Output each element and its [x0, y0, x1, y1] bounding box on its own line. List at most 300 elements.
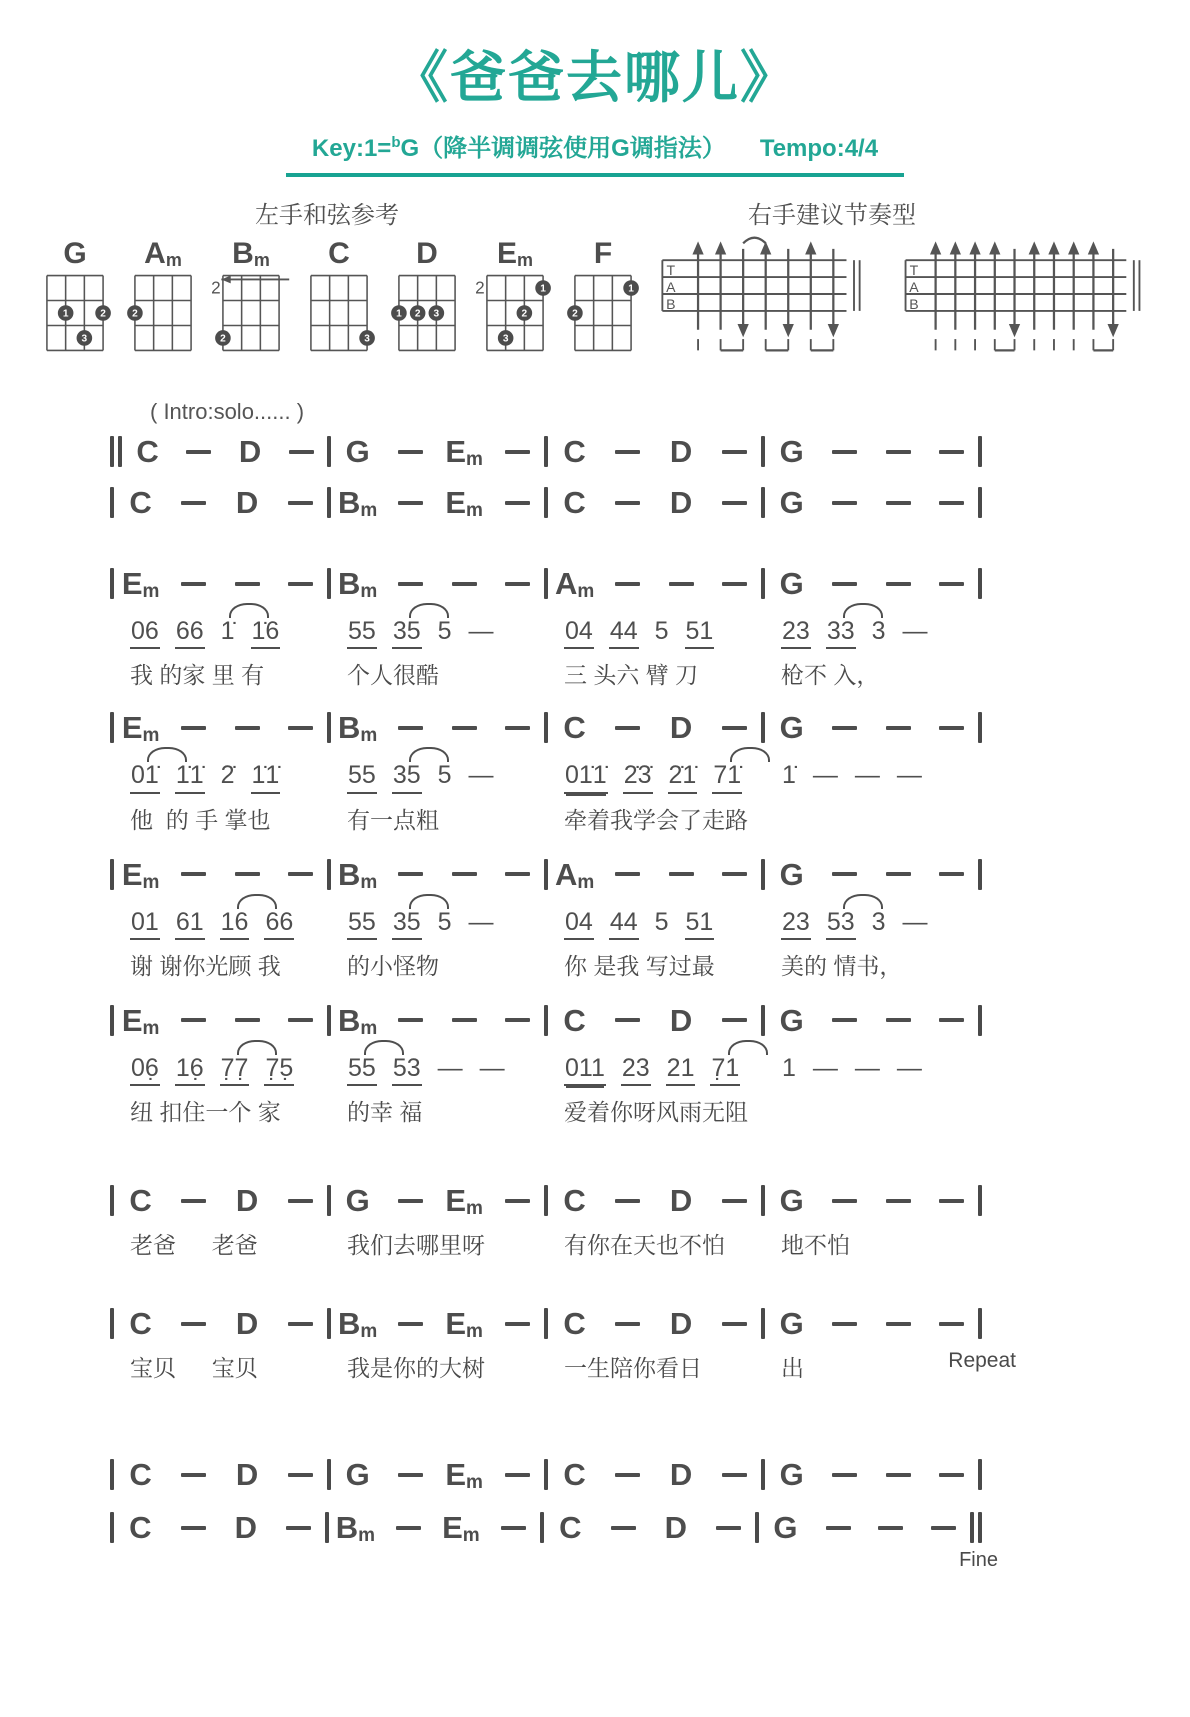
measure: [544, 709, 761, 831]
svg-text:2: 2: [132, 308, 138, 320]
note-token: 01̇1̇: [564, 762, 608, 793]
chord-symbol-c: C: [129, 1510, 152, 1545]
chord-symbol-bm: Bm: [337, 485, 378, 521]
chord-dash: [398, 501, 423, 505]
measure-body: [765, 1305, 978, 1380]
chord-row: [331, 565, 544, 602]
chord-dash: [181, 1526, 206, 1530]
chord-name-sub: m: [165, 250, 182, 270]
chord-row: [548, 1305, 761, 1342]
chord-dash: [669, 582, 694, 586]
note-token: 5: [437, 907, 452, 936]
chord-dash: [398, 1322, 423, 1326]
note-token: 35: [392, 618, 422, 649]
chord-name-sub: m: [517, 250, 534, 270]
chord-dash: [398, 1473, 423, 1477]
jianpu-notes: [347, 618, 544, 649]
svg-text:1: 1: [396, 308, 402, 320]
chord-row: [114, 1305, 327, 1342]
chord-line-intro-b: [110, 484, 982, 521]
barline: [978, 1005, 982, 1124]
measure: [327, 709, 544, 831]
jianpu-notes: [564, 618, 761, 649]
chord-symbol-g: G: [779, 856, 804, 892]
measure-body: [331, 484, 544, 521]
chord-dash: [505, 1322, 530, 1326]
chord-diagram-f: [564, 236, 642, 359]
barline: [970, 1512, 982, 1546]
chord-row: [765, 1182, 978, 1219]
chord-dash: [722, 1018, 747, 1022]
note-token: 1̇1̇: [175, 762, 205, 793]
lyric-text: 三 头六 臂 刀: [564, 662, 699, 689]
chord-dash: [181, 582, 206, 586]
chord-dash: [939, 726, 964, 730]
tie-arc: [843, 603, 883, 618]
note-token: 2̇3̇: [623, 762, 653, 793]
chord-dash: [505, 501, 530, 505]
chord-line-verse-3: [110, 856, 982, 978]
measure: [325, 1509, 540, 1546]
chord-dash: [235, 582, 260, 586]
svg-text:A: A: [666, 279, 676, 296]
chord-row: [331, 484, 544, 521]
measure: [761, 709, 978, 831]
chord-row: [114, 1509, 325, 1546]
note-token: —: [812, 1053, 838, 1082]
lyric-text: 他 的 手 掌也: [130, 806, 271, 833]
chord-minor-sub: m: [360, 500, 378, 521]
barline: [978, 487, 982, 521]
header-divider: [286, 173, 904, 177]
measure: [110, 856, 327, 978]
tie-arc: [409, 894, 449, 909]
note-token: 1: [782, 1053, 796, 1082]
measure-body: [114, 484, 327, 521]
measure-body: [765, 1456, 978, 1493]
chord-dash: [832, 726, 857, 730]
chord-dash: [832, 1199, 857, 1203]
tie-arc: [409, 747, 449, 762]
chord-symbol-bm: Bm: [337, 856, 378, 893]
chord-dash: [505, 1199, 530, 1203]
chord-line-intro-a: [110, 433, 982, 470]
note-token: —: [812, 761, 838, 790]
chord-row: [759, 1509, 970, 1546]
note-token: 06̣: [130, 1055, 160, 1086]
measure: [544, 856, 761, 978]
note-token: —: [468, 907, 494, 936]
chord-dash: [235, 872, 260, 876]
chord-dash: [722, 1473, 747, 1477]
chord-dash: [181, 1322, 206, 1326]
chord-symbol-g: G: [779, 1306, 804, 1341]
measure: [110, 484, 327, 521]
chord-row: [765, 484, 978, 521]
chord-dash: [235, 1018, 260, 1022]
measure: [110, 1182, 327, 1257]
chord-symbol-d: D: [669, 710, 693, 746]
chord-symbol-bm: Bm: [337, 1002, 378, 1039]
jianpu-notes: [781, 618, 978, 649]
measure-body: [548, 565, 761, 687]
side-label-fine: Fine: [959, 1549, 998, 1571]
chord-symbol-g: G: [345, 434, 370, 469]
bar-glyph: [978, 568, 982, 599]
chord-minor-sub: m: [360, 1017, 378, 1039]
chord-dash: [501, 1526, 526, 1530]
barline: [978, 859, 982, 978]
note-token: 06: [130, 618, 160, 649]
measure-body: [548, 709, 761, 831]
chord-symbol-g: G: [779, 710, 804, 746]
fretboard-grid-icon: [124, 272, 202, 354]
chord-symbol-am: Am: [554, 856, 595, 893]
chord-dash: [181, 1199, 206, 1203]
svg-text:3: 3: [81, 333, 88, 345]
chord-minor-sub: m: [577, 871, 595, 893]
note-token: —: [896, 761, 922, 790]
chord-row: [548, 709, 761, 746]
chord-dash: [505, 1473, 530, 1477]
chord-row: [765, 1456, 978, 1493]
note-token: 66: [264, 909, 294, 940]
chord-symbol-em: Em: [121, 1002, 160, 1039]
svg-text:T: T: [666, 262, 676, 279]
note-token: 5: [654, 617, 669, 645]
chord-dash: [832, 1473, 857, 1477]
measure-body: [329, 1509, 540, 1546]
bar-glyph: [978, 487, 982, 518]
bar-glyph: [978, 859, 982, 890]
fretboard-grid-icon: [300, 272, 378, 354]
bar-glyph: [978, 1005, 982, 1036]
chord-symbol-g: G: [779, 566, 804, 601]
note-token: —: [468, 617, 494, 645]
svg-text:3: 3: [502, 333, 509, 345]
chord-dash: [886, 501, 911, 505]
chord-minor-sub: m: [142, 725, 160, 747]
chord-dash: [288, 1473, 313, 1477]
measure: [327, 1182, 544, 1257]
chord-symbol-g: G: [345, 1457, 370, 1492]
note-token: 1̇: [782, 761, 796, 790]
measure-body: [765, 433, 978, 470]
chord-dash: [615, 1322, 640, 1326]
measure-body: [765, 709, 978, 831]
measure: [761, 433, 978, 470]
chord-dash: [832, 1018, 857, 1022]
note-token: 01̇: [130, 762, 160, 793]
tie-arc: [364, 1040, 404, 1055]
bar-glyph: [970, 1512, 974, 1543]
rhythm-label: 右手建议节奏型: [748, 202, 916, 229]
chord-row: [114, 484, 327, 521]
chord-row: [114, 1182, 327, 1219]
chord-dash: [181, 1473, 206, 1477]
note-token: 04: [564, 618, 594, 649]
chord-dash: [939, 1018, 964, 1022]
chord-dash: [886, 450, 911, 454]
note-token: 44: [609, 909, 639, 940]
chord-symbol-em: Em: [442, 1510, 480, 1546]
chord-dash: [398, 872, 423, 876]
chord-row: [765, 856, 978, 893]
chord-dash: [832, 872, 857, 876]
lyric-text: 出: [781, 1355, 804, 1381]
chord-dash: [886, 1018, 911, 1022]
measure-body: [114, 856, 327, 978]
svg-text:1: 1: [540, 283, 546, 295]
jianpu-notes: [347, 1055, 544, 1086]
chord-diagram-bm: [212, 236, 290, 359]
chord-dash: [722, 726, 747, 730]
chord-dash: [716, 1526, 741, 1530]
chord-dash: [611, 1526, 636, 1530]
chord-row: [329, 1509, 540, 1546]
note-token: —: [896, 1053, 922, 1082]
measure-body: [548, 1002, 761, 1124]
note-token: 55: [347, 1055, 377, 1086]
note-token: 55: [347, 762, 377, 793]
note-token: 55: [347, 618, 377, 649]
note-token: —: [854, 1053, 880, 1082]
measure-body: [765, 1182, 978, 1257]
note-token: 23: [781, 618, 811, 649]
svg-text:2: 2: [212, 277, 221, 298]
measure: [540, 1509, 755, 1546]
measure-body: [331, 565, 544, 687]
barline: [978, 568, 982, 687]
chord-dash: [288, 501, 313, 505]
measure: [544, 1305, 761, 1380]
measure: [327, 565, 544, 687]
chord-line-chorus-a: [110, 1182, 982, 1257]
chord-diagram-g: [36, 236, 114, 359]
lyric-text: 美的 情书，: [781, 952, 903, 979]
chord-symbol-g: G: [779, 434, 804, 469]
note-token: 51: [685, 909, 715, 940]
chord-line-verse-4: [110, 1002, 982, 1124]
measure-body: [122, 433, 327, 470]
chord-line-outro-b: [110, 1509, 998, 1571]
note-token: 53: [826, 909, 856, 940]
jianpu-notes: [347, 909, 544, 940]
chord-name: C: [328, 237, 350, 270]
measure: [761, 856, 978, 978]
measure-body: [114, 565, 327, 687]
svg-text:B: B: [666, 296, 676, 313]
bar-glyph: [978, 1185, 982, 1216]
measure-body: [544, 1509, 755, 1546]
note-token: 5: [654, 907, 669, 936]
bar-glyph: [978, 436, 982, 467]
svg-text:1: 1: [628, 283, 634, 295]
bar-glyph: [978, 1459, 982, 1490]
measure-body: [548, 1305, 761, 1380]
measure-body: [114, 1456, 327, 1493]
chord-diagram-em: [476, 236, 554, 359]
chord-row: [548, 1002, 761, 1039]
svg-text:3: 3: [433, 308, 440, 320]
chord-name: F: [593, 237, 613, 270]
measure: [761, 565, 978, 687]
chord-symbol-c: C: [563, 1183, 586, 1218]
note-token: 011: [564, 1055, 606, 1086]
lyric-text: 有你在天也不怕: [564, 1232, 725, 1258]
chord-dash: [722, 872, 747, 876]
chord-dash: [181, 872, 206, 876]
chord-minor-sub: m: [466, 449, 483, 470]
measure: [761, 1305, 978, 1380]
note-token: 2̇1̇: [668, 762, 698, 793]
tie-arc: [409, 603, 449, 618]
chord-symbol-g: G: [779, 485, 804, 520]
svg-text:1: 1: [62, 308, 69, 320]
jianpu-notes: [781, 909, 978, 940]
note-token: 3: [871, 907, 886, 936]
chord-symbol-bm: Bm: [335, 1510, 376, 1546]
chord-dash: [886, 1322, 911, 1326]
svg-text:2: 2: [220, 333, 226, 345]
lyric-text: 一生陪你看日: [564, 1355, 702, 1381]
measure-body: [331, 1002, 544, 1124]
fretboard-grid-icon: [388, 272, 466, 354]
chord-row: [331, 1305, 544, 1342]
chord-symbol-d: D: [669, 1183, 693, 1218]
chord-dash: [939, 450, 964, 454]
measure-body: [114, 1509, 325, 1546]
tie-arc: [843, 894, 883, 909]
page-title: 《爸爸去哪儿》: [392, 46, 798, 109]
chord-dash: [886, 1199, 911, 1203]
chord-row: [765, 1305, 978, 1342]
chord-minor-sub: m: [360, 871, 378, 893]
chord-dash: [939, 1199, 964, 1203]
chord-symbol-c: C: [136, 434, 159, 469]
chord-symbol-d: D: [664, 1510, 688, 1545]
intro-label: ( Intro:solo...... ): [150, 399, 305, 424]
measure: [761, 484, 978, 521]
tie-arc: [147, 747, 187, 762]
chord-minor-sub: m: [142, 581, 160, 602]
tie-arc: [730, 747, 770, 762]
barline: [978, 712, 982, 831]
lyric-text: [781, 800, 978, 830]
flat-symbol: b: [391, 134, 401, 151]
chord-dash: [722, 501, 747, 505]
measure-body: [759, 1509, 970, 1546]
note-token: 44: [609, 618, 639, 649]
chord-dash: [939, 872, 964, 876]
rhythm-patterns: [648, 232, 1190, 356]
note-token: 53: [392, 1055, 422, 1086]
measure: [544, 1002, 761, 1124]
chord-dash: [615, 1473, 640, 1477]
chord-dash: [286, 1526, 311, 1530]
rhythm-tab-2: [890, 232, 1155, 356]
chord-symbol-bm: Bm: [337, 1306, 378, 1342]
note-token: 1̇: [220, 618, 236, 647]
measure-body: [331, 709, 544, 831]
side-label-repeat: Repeat: [948, 1349, 1016, 1372]
measure-body: [548, 433, 761, 470]
chord-row: [331, 856, 544, 893]
fretboard-grid-icon: [476, 272, 554, 354]
fretboard-grid-icon: [212, 272, 290, 354]
note-token: 51: [685, 618, 715, 649]
chord-symbol-em: Em: [445, 1183, 483, 1219]
chord-row: [114, 856, 327, 893]
chord-symbol-d: D: [238, 434, 262, 469]
svg-text:2: 2: [476, 277, 485, 298]
measure: [110, 709, 327, 831]
sheet-music-page: [0, 34, 1190, 1717]
chord-symbol-c: C: [563, 1306, 586, 1341]
measure-body: [765, 565, 978, 687]
chord-name: Em: [496, 237, 534, 270]
note-token: 16: [220, 909, 250, 940]
measure-body: [548, 1182, 761, 1257]
chord-diagrams: [0, 236, 648, 359]
chord-row: [548, 565, 761, 602]
note-token: 55: [347, 909, 377, 940]
note-token: 2̇: [220, 761, 235, 790]
chord-dash: [615, 872, 640, 876]
chord-row: [765, 433, 978, 470]
lyric-text: 的幸 福: [347, 1099, 423, 1125]
note-token: 61: [175, 909, 205, 940]
note-token: 7̣7̣: [220, 1055, 250, 1086]
lyric-text: 宝贝 宝贝: [130, 1355, 258, 1381]
chord-dash: [186, 450, 211, 454]
lyric-text: 牵着我学会了走路: [564, 806, 748, 833]
chord-row: [331, 433, 544, 470]
measure: [544, 1456, 761, 1493]
measure-body: [548, 856, 761, 978]
chord-symbol-g: G: [779, 1183, 804, 1218]
jianpu-notes: [781, 1055, 978, 1084]
fretboard-grid-icon: [564, 272, 642, 354]
lyric-text: 有一点粗: [347, 806, 439, 833]
lyric-text: [781, 1092, 978, 1122]
svg-text:T: T: [909, 262, 919, 279]
measure-body: [765, 1002, 978, 1124]
reference-section: [0, 195, 1190, 359]
chord-symbol-d: D: [235, 1306, 259, 1341]
chord-dash: [181, 726, 206, 730]
chord-symbol-d: D: [235, 1457, 259, 1492]
chord-symbol-em: Em: [121, 566, 160, 602]
measure: [755, 1509, 970, 1546]
svg-text:2: 2: [572, 308, 578, 320]
chord-reference-label: 左手和弦参考: [255, 202, 399, 229]
chord-symbol-am: Am: [554, 566, 595, 602]
measure: [544, 433, 761, 470]
chord-dash: [886, 1473, 911, 1477]
note-token: —: [479, 1053, 505, 1082]
note-token: —: [902, 907, 928, 936]
chord-dash: [288, 1199, 313, 1203]
chord-row: [548, 1182, 761, 1219]
measure: [327, 1456, 544, 1493]
chord-dash: [832, 501, 857, 505]
measure: [110, 1456, 327, 1493]
chord-dash: [288, 582, 313, 586]
measure-body: [114, 1002, 327, 1124]
chord-minor-sub: m: [142, 1017, 160, 1039]
note-token: 7̣5̣: [264, 1055, 294, 1086]
